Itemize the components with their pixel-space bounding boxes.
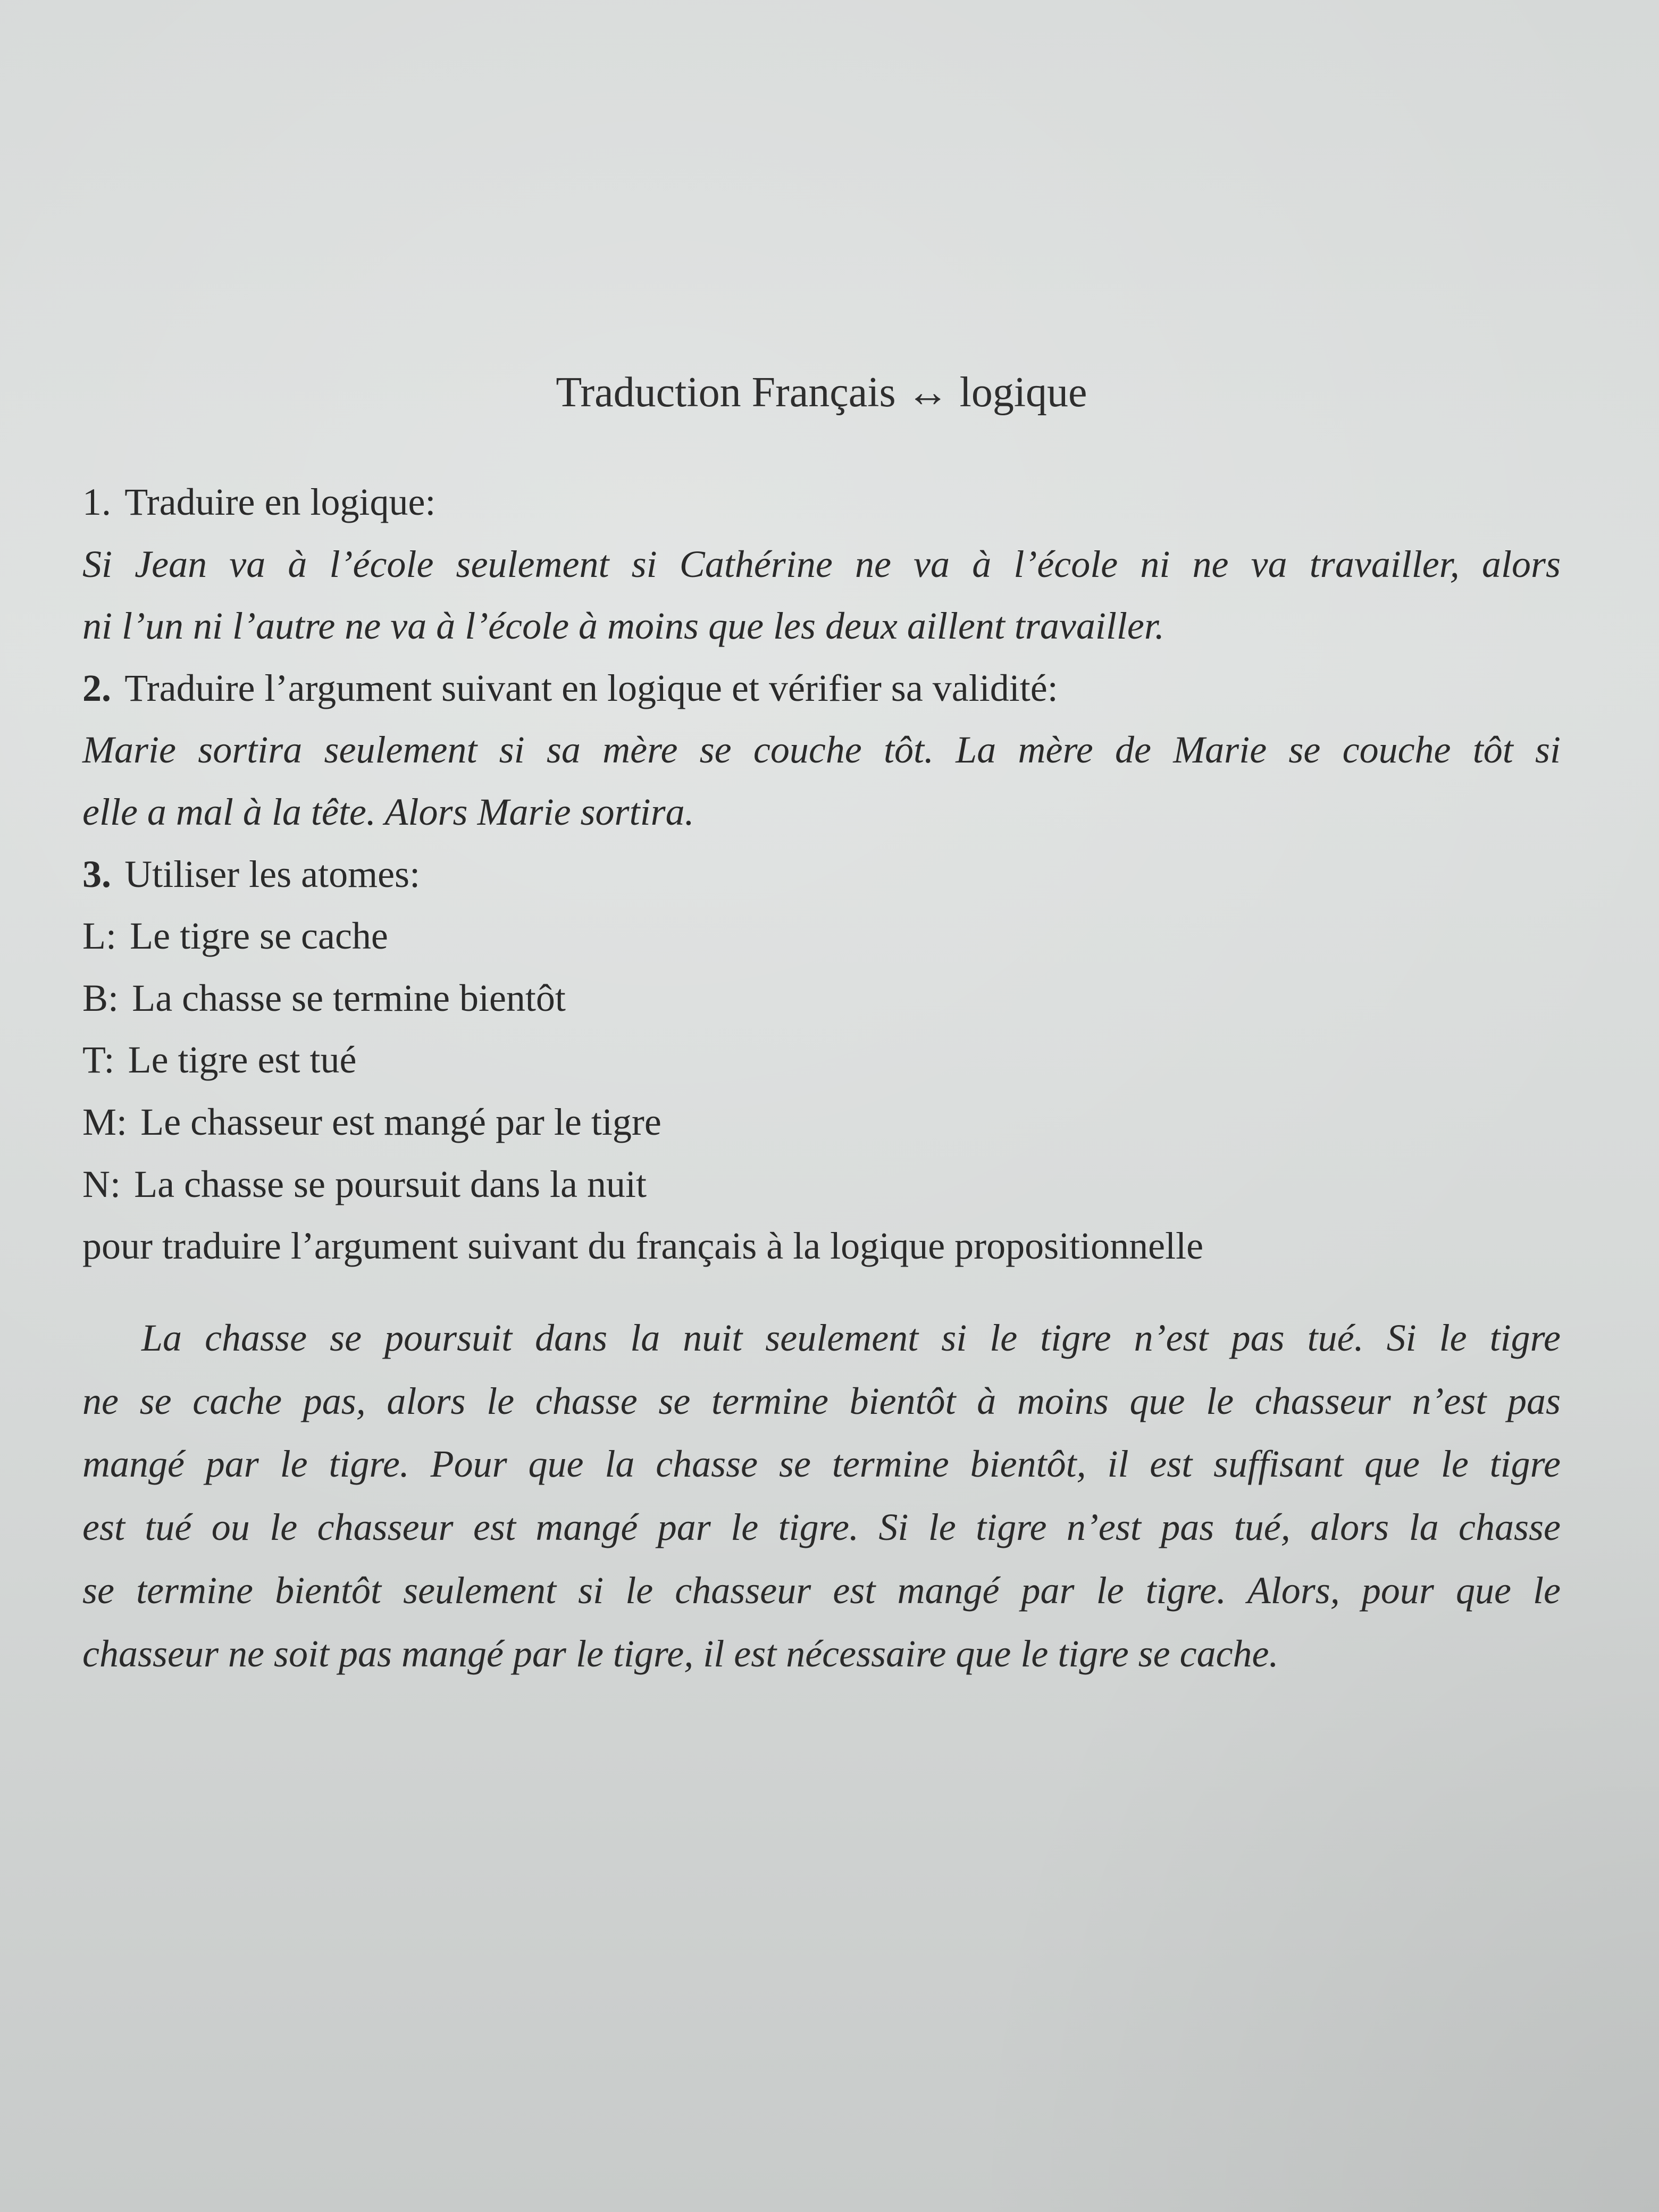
argument-line-3: mangé par le tigre. Pour que la chasse se termine bientôt, il est suffisant que le tigre [82,1443,1561,1486]
exercise-2-heading [82,657,1561,719]
exercise-1-number: 1. [82,481,111,523]
argument-line-5: se termine bientôt seulement si le chasseur est mangé par le tigre. Alors, pour que le [82,1569,1561,1612]
exercise-2-instruction: Traduire l’argument suivant en logique et vérifier sa validité: [124,666,1058,709]
atom-m [82,1091,1561,1153]
atom-b [82,967,1561,1029]
atom-t [82,1029,1561,1091]
atom-meaning: La chasse se poursuit dans la nuit [134,1162,647,1205]
exercise-1-heading [82,471,1561,533]
argument-line-4: est tué ou le chasseur est mangé par le tigre. Si le tigre n’est pas tué, alors la chasse [82,1506,1561,1549]
atom-meaning: Le tigre se cache [130,915,388,958]
exercise-2-statement-line-1: Marie sortira seulement si sa mère se couche tôt. La mère de Marie se couche tôt si [82,728,1561,772]
exercise-2-number: 2. [82,666,111,709]
exercise-3-number: 3. [82,852,111,895]
exercise-1-instruction: Traduire en logique: [124,481,436,523]
document-body [82,0,1561,1686]
atom-symbol: L: [82,915,116,958]
exercise-1-statement-line-2: ni l’un ni l’autre ne va à l’école à moins que les deux aillent travailler. [82,605,1164,648]
atom-meaning: La chasse se termine bientôt [132,976,566,1019]
atom-symbol: B: [82,976,119,1019]
exercise-3-instruction: Utiliser les atomes: [124,852,421,895]
argument-line-2: ne se cache pas, alors le chasse se termine bientôt à moins que le chasseur n’est pas [82,1379,1561,1422]
exercise-list [82,471,1561,1686]
atom-meaning: Le tigre est tué [128,1038,357,1082]
atom-symbol: M: [82,1100,128,1143]
argument-line-1: La chasse se poursuit dans la nuit seulement si le tigre n’est pas tué. Si le tigre [141,1316,1561,1359]
exercise-3-followup: pour traduire l’argument suivant du français à la logique propositionnelle [82,1225,1204,1268]
atom-l [82,905,1561,967]
exercise-2-statement-line-2: elle a mal à la tête. Alors Marie sortira. [82,790,694,833]
atom-meaning: Le chasseur est mangé par le tigre [140,1100,661,1143]
exercise-3-heading [82,843,1561,906]
atom-symbol: T: [82,1038,115,1082]
argument-line-6: chasseur ne soit pas mangé par le tigre, il est nécessaire que le tigre se cache. [82,1632,1279,1675]
atom-n [82,1153,1561,1216]
page-title: Traduction Français ↔ logique [556,369,1087,416]
exercise-3-argument-paragraph [82,1306,1561,1686]
exercise-1-statement-line-1: Si Jean va à l’école seulement si Cathérine ne va à l’école ni ne va travailler, alors [82,542,1561,585]
atom-symbol: N: [82,1162,121,1205]
